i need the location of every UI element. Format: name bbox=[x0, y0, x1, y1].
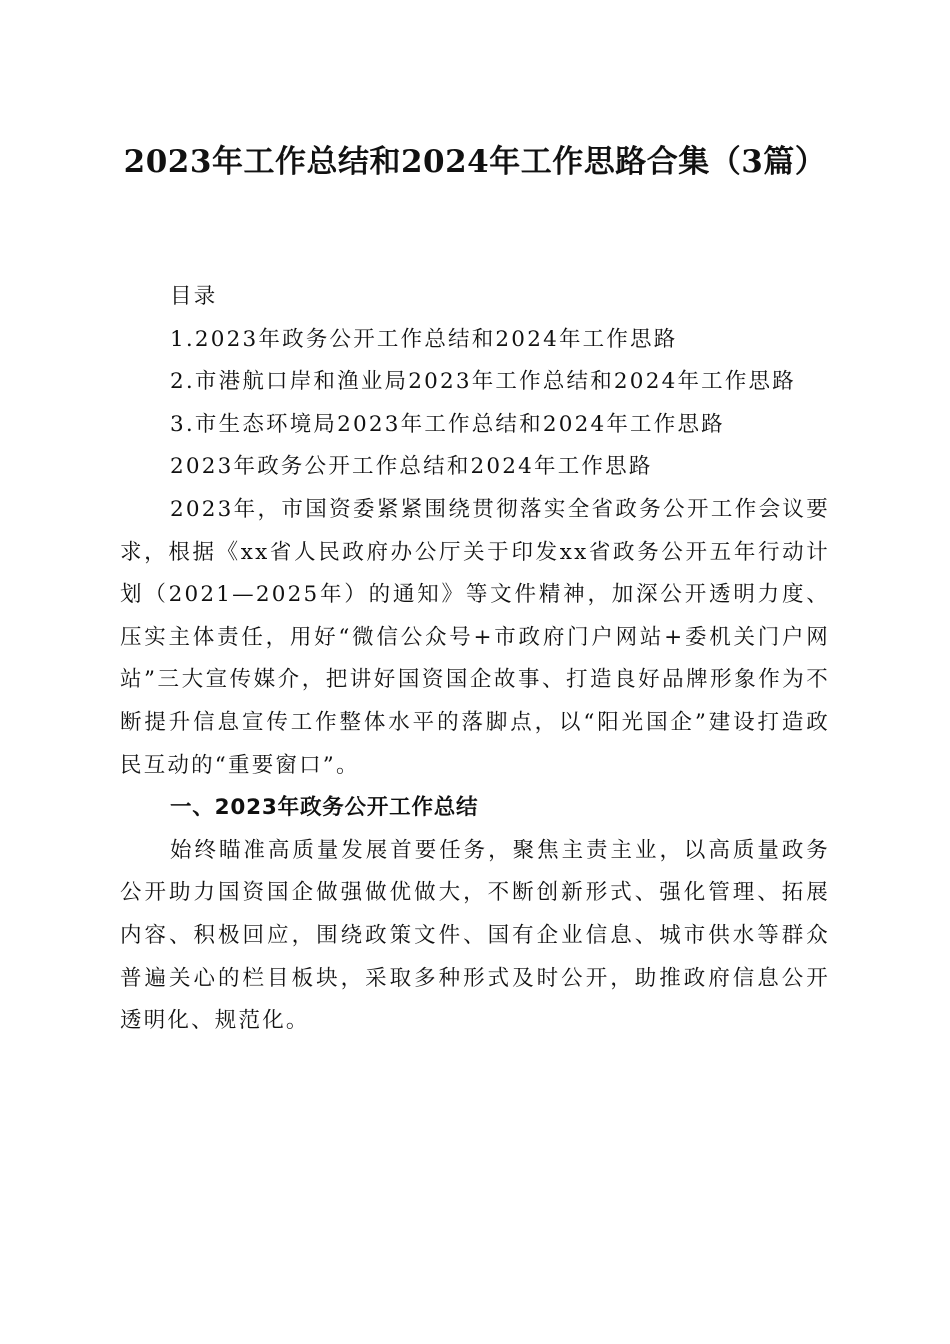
toc-item: 2.市港航口岸和渔业局2023年工作总结和2024年工作思路 bbox=[170, 369, 796, 395]
document-title: 2023年工作总结和2024年工作思路合集（3篇） bbox=[123, 144, 827, 180]
document-body bbox=[120, 276, 830, 1043]
article-title: 2023年政务公开工作总结和2024年工作思路 bbox=[170, 454, 653, 480]
toc-label: 目录 bbox=[170, 284, 218, 309]
section-heading: 一、2023年政务公开工作总结 bbox=[170, 795, 479, 821]
section-paragraph: 始终瞄准高质量发展首要任务，聚焦主责主业，以高质量政务公开助力国资国企做强做优做大，不断创新形式、强化管理、拓展内容、积极回应，围绕政策文件、国有企业信息、城市供水等群众普遍关心的栏目板块，采取多种形式及时公开，助推政府信息公开透明化、规范化。 bbox=[120, 837, 830, 1034]
toc-item: 3.市生态环境局2023年工作总结和2024年工作思路 bbox=[170, 411, 725, 437]
intro-paragraph: 2023年，市国资委紧紧围绕贯彻落实全省政务公开工作会议要求，根据《xx省人民政府办公厅关于印发xx省政务公开五年行动计划（2021—2025年）的通知》等文件精神，加深公开透明力度、压实主体责任，用好“微信公众号+市政府门户网站+委机关门户网站”三大宣传媒介，把讲好国资国企故事、打造良好品牌形象作为不断提升信息宣传工作整体水平的落脚点，以“阳光国企”建设打造政民互动的“重要窗口”。 bbox=[120, 496, 830, 778]
toc-item: 1.2023年政务公开工作总结和2024年工作思路 bbox=[170, 326, 678, 352]
